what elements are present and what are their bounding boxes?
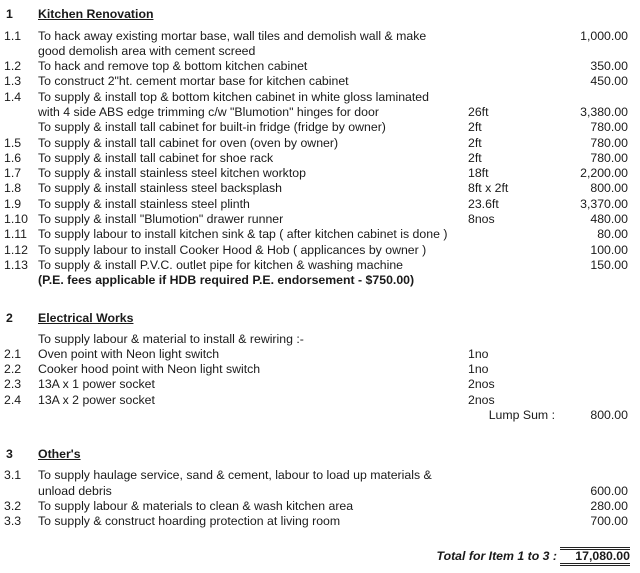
item-amount: 450.00 — [590, 74, 628, 89]
item-amount: 100.00 — [590, 242, 628, 257]
item-number: 1.2 — [4, 59, 22, 74]
line-item — [0, 197, 640, 212]
line-item — [0, 151, 640, 166]
section-title: Kitchen Renovation — [38, 7, 154, 21]
item-description: To supply & construct hoarding protection at living room — [38, 514, 341, 529]
line-item — [0, 393, 640, 408]
item-quantity: 2ft — [468, 120, 482, 135]
section-others — [0, 446, 640, 529]
line-item — [0, 377, 640, 392]
item-description: To supply & install tall cabinet for shoe rack — [38, 150, 274, 165]
item-quantity: 8nos — [468, 212, 495, 227]
line-item — [0, 468, 640, 483]
item-number: 1.13 — [4, 257, 28, 272]
item-quantity: 26ft — [468, 104, 489, 119]
item-amount: 1,000.00 — [580, 28, 628, 43]
item-number: 1.11 — [4, 227, 28, 242]
item-description: To supply & install stainless steel kitchen worktop — [38, 166, 306, 181]
section-rows — [0, 332, 640, 424]
line-item — [0, 74, 640, 89]
item-quantity: 1no — [468, 346, 489, 361]
lump-sum-label: Lump Sum : — [488, 408, 555, 423]
item-description: Oven point with Neon light switch — [38, 346, 220, 361]
item-amount: 3,380.00 — [580, 104, 628, 119]
section-title: Other's — [38, 447, 81, 462]
line-item — [0, 59, 640, 74]
item-number: 1.1 — [4, 28, 22, 43]
line-item — [0, 120, 640, 135]
item-number: 2.3 — [4, 377, 22, 392]
line-item — [0, 408, 640, 423]
item-amount: 150.00 — [590, 257, 628, 272]
line-item — [0, 347, 640, 362]
line-item — [0, 44, 640, 59]
item-description: 13A x 2 power socket — [38, 392, 155, 407]
item-description: To supply & install tall cabinet for oven (oven by owner) — [38, 135, 339, 150]
item-number: 2.4 — [4, 392, 22, 407]
grand-total-row — [0, 547, 640, 565]
item-description: unload debris — [38, 483, 112, 498]
line-item — [0, 105, 640, 120]
line-item — [0, 273, 640, 288]
section-header — [0, 6, 640, 22]
item-number: 3.3 — [4, 514, 22, 529]
item-description: To supply & install top & bottom kitchen cabinet in white gloss laminated — [38, 89, 429, 104]
line-item — [0, 514, 640, 529]
item-number: 1.8 — [4, 181, 22, 196]
item-amount: 700.00 — [590, 514, 628, 529]
item-amount: 600.00 — [590, 483, 628, 498]
item-quantity: 2nos — [468, 377, 495, 392]
item-description: To supply & install "Blumotion" drawer runner — [38, 212, 284, 227]
section-number: 2 — [6, 310, 13, 325]
item-amount: 280.00 — [590, 498, 628, 513]
item-description: To supply haulage service, sand & cement, labour to load up materials & — [38, 468, 432, 483]
item-quantity: 2nos — [468, 392, 495, 407]
section-header — [0, 446, 640, 462]
line-item — [0, 166, 640, 181]
line-item — [0, 136, 640, 151]
item-amount: 800.00 — [590, 181, 628, 196]
item-description: To supply labour & materials to clean & wash kitchen area — [38, 498, 354, 513]
line-item — [0, 227, 640, 242]
item-description: To hack and remove top & bottom kitchen cabinet — [38, 59, 308, 74]
item-number: 2.1 — [4, 346, 22, 361]
section-number: 3 — [6, 447, 13, 462]
item-quantity: 2ft — [468, 135, 482, 150]
item-amount: 780.00 — [590, 135, 628, 150]
total-label: Total for Item 1 to 3 : — [436, 549, 557, 563]
item-number: 1.12 — [4, 242, 28, 257]
item-description: To supply labour to install kitchen sink & tap ( after kitchen cabinet is done ) — [38, 227, 448, 242]
item-description: To supply & install tall cabinet for built-in fridge (fridge by owner) — [38, 120, 386, 135]
item-description: 13A x 1 power socket — [38, 377, 155, 392]
item-description: To supply labour & material to install & rewiring :- — [38, 331, 304, 346]
item-amount: 800.00 — [590, 408, 628, 423]
line-item — [0, 484, 640, 499]
section-electrical-works — [0, 310, 640, 424]
item-description: with 4 side ABS edge trimming c/w "Blumotion" hinges for door — [38, 104, 379, 119]
item-number: 1.3 — [4, 74, 22, 89]
item-amount: 3,370.00 — [580, 196, 628, 211]
item-amount: 2,200.00 — [580, 166, 628, 181]
line-item — [0, 362, 640, 377]
item-quantity: 8ft x 2ft — [468, 181, 509, 196]
section-header — [0, 310, 640, 326]
line-item — [0, 90, 640, 105]
item-number: 1.6 — [4, 150, 22, 165]
line-item — [0, 258, 640, 273]
item-description: good demolish area with cement screed — [38, 43, 256, 58]
item-description: To construct 2"ht. cement mortar base for kitchen cabinet — [38, 74, 349, 89]
item-number: 1.5 — [4, 135, 22, 150]
section-title: Electrical Works — [38, 310, 134, 325]
item-number: 1.9 — [4, 196, 22, 211]
item-quantity: 2ft — [468, 150, 482, 165]
line-item — [0, 212, 640, 227]
total-amount: 17,080.00 — [560, 547, 630, 566]
line-item — [0, 29, 640, 44]
item-description: (P.E. fees applicable if HDB required P.E. endorsement - $750.00) — [38, 273, 415, 288]
line-item — [0, 243, 640, 258]
line-item — [0, 181, 640, 196]
item-description: To supply & install P.V.C. outlet pipe for kitchen & washing machine — [38, 257, 404, 272]
item-description: To supply & install stainless steel backsplash — [38, 181, 283, 196]
item-number: 2.2 — [4, 362, 22, 377]
item-amount: 80.00 — [597, 227, 628, 242]
item-amount: 780.00 — [590, 120, 628, 135]
section-number: 1 — [6, 7, 13, 21]
item-amount: 780.00 — [590, 150, 628, 165]
item-number: 3.2 — [4, 498, 22, 513]
item-number: 3.1 — [4, 468, 22, 483]
item-quantity: 1no — [468, 362, 489, 377]
item-amount: 480.00 — [590, 212, 628, 227]
section-rows — [0, 468, 640, 529]
item-amount: 350.00 — [590, 59, 628, 74]
item-quantity: 18ft — [468, 166, 489, 181]
item-number: 1.7 — [4, 166, 22, 181]
item-description: To supply & install stainless steel plinth — [38, 196, 250, 211]
item-description: To supply labour to install Cooker Hood & Hob ( applicances by owner ) — [38, 242, 427, 257]
item-description: To hack away existing mortar base, wall tiles and demolish wall & make — [38, 28, 427, 43]
line-item — [0, 332, 640, 347]
item-number: 1.10 — [4, 212, 28, 227]
item-quantity: 23.6ft — [468, 196, 499, 211]
item-number: 1.4 — [4, 89, 22, 104]
section-rows — [0, 29, 640, 289]
line-item — [0, 499, 640, 514]
item-description: Cooker hood point with Neon light switch — [38, 362, 261, 377]
